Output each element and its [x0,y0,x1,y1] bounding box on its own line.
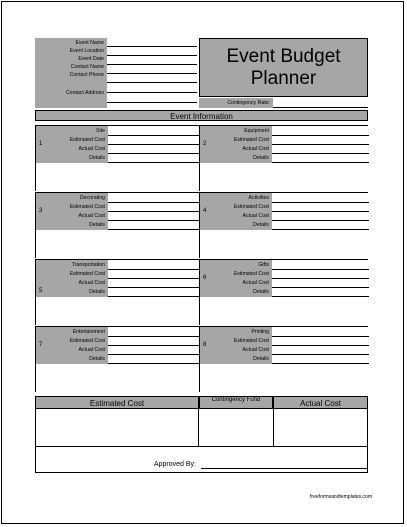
estimated-cost-label: Estimated Cost [233,204,269,210]
estimated-cost-label: Estimated Cost [233,338,269,344]
details-field[interactable] [108,288,200,297]
estimated-cost-label: Estimated Cost [69,204,105,210]
actual-cost-field[interactable] [272,212,369,221]
details-field[interactable] [272,221,369,230]
estimated-cost-field[interactable] [108,203,200,212]
details-label: Details [89,155,105,161]
actual-cost-label: Actual Cost [78,347,105,353]
category-block [35,192,199,258]
details-notes-area[interactable] [36,297,200,326]
category-name-label: Entertainment [72,329,105,335]
title-box [199,38,368,97]
category-number: 1 [39,141,43,147]
estimated-cost-label: Estimated Cost [233,137,269,143]
category-number: 8 [203,342,207,348]
details-notes-area[interactable] [36,163,200,192]
category-name-field[interactable] [108,261,200,270]
contingency-total-cell[interactable] [199,409,274,446]
actual-total-cell[interactable] [274,409,369,446]
category-number-strip [200,193,272,230]
contact-address-field-1[interactable] [107,83,197,93]
details-notes-area[interactable] [200,163,369,192]
event-date-label: Event Date [78,56,104,62]
details-field[interactable] [108,154,200,163]
estimated-cost-label: Estimated Cost [69,271,105,277]
category-number-strip [200,126,272,163]
contact-phone-label: Contact Phone [69,72,104,78]
header-fields [107,38,197,108]
category-block [35,125,199,191]
actual-cost-field[interactable] [108,346,200,355]
details-notes-area[interactable] [36,230,200,259]
category-block [199,259,368,325]
category-number: 3 [39,208,43,214]
category-name-field[interactable] [108,127,200,136]
category-number-strip [36,260,108,297]
details-field[interactable] [272,288,369,297]
actual-cost-field[interactable] [108,212,200,221]
estimated-cost-field[interactable] [108,136,200,145]
estimated-cost-label: Estimated Cost [233,271,269,277]
category-name-field[interactable] [272,261,369,270]
category-number: 2 [203,141,207,147]
event-name-field[interactable] [107,38,197,47]
estimated-cost-field[interactable] [108,337,200,346]
footer-site: freeformsandtemplates.com [310,494,372,500]
actual-cost-label: Actual Cost [78,280,105,286]
category-number: 4 [203,208,207,214]
estimated-cost-field[interactable] [272,270,369,279]
actual-cost-header: Actual Cost [273,396,368,409]
category-name-field[interactable] [108,328,200,337]
category-number: 5 [39,288,43,294]
actual-cost-label: Actual Cost [242,213,269,219]
details-label: Details [89,356,105,362]
category-name-label: Transportation [71,262,105,268]
event-location-field[interactable] [107,47,197,56]
details-notes-area[interactable] [200,297,369,326]
category-name-field[interactable] [272,328,369,337]
category-block [199,192,368,258]
category-name-label: Equipment [244,128,269,134]
approved-by-field[interactable] [201,468,367,469]
category-name-field[interactable] [108,194,200,203]
estimated-total-cell[interactable] [36,409,199,446]
category-name-label: Gifts [258,262,269,268]
details-label: Details [89,222,105,228]
actual-cost-label: Actual Cost [78,213,105,219]
details-label: Details [253,155,269,161]
event-location-label: Event Location [69,48,104,54]
approved-row [35,447,368,473]
summary-values [35,409,368,447]
event-information-bar: Event Information [35,110,368,121]
approved-by-label: Approved By: [153,461,196,468]
contact-name-label: Contact Name [70,64,104,70]
estimated-cost-field[interactable] [272,203,369,212]
budget-planner-page [1,1,404,524]
category-block [35,326,199,392]
category-block [199,125,368,191]
contingency-fund-header: Contingency Fund [199,396,273,409]
contact-address-field-2[interactable] [107,93,197,103]
category-name-label: Decorating [79,195,105,201]
category-number-strip [36,327,108,364]
details-field[interactable] [272,154,369,163]
header-labels-panel [35,38,107,108]
contact-address-label: Contact Address [65,90,104,96]
event-date-field[interactable] [107,56,197,65]
contact-phone-field[interactable] [107,74,197,83]
category-block [35,259,199,325]
contact-name-field[interactable] [107,65,197,74]
actual-cost-field[interactable] [272,346,369,355]
estimated-cost-field[interactable] [272,136,369,145]
estimated-cost-label: Estimated Cost [69,137,105,143]
page-title: Event Budget Planner [226,46,341,89]
category-name-field[interactable] [272,127,369,136]
details-field[interactable] [108,221,200,230]
details-label: Details [253,289,269,295]
category-name-label: Printing [251,329,269,335]
actual-cost-field[interactable] [108,279,200,288]
actual-cost-field[interactable] [108,145,200,154]
details-notes-area[interactable] [200,230,369,259]
contingency-rate-field[interactable] [273,98,368,108]
details-notes-area[interactable] [36,364,200,393]
category-number-strip [36,193,108,230]
category-name-label: Activities [248,195,269,201]
details-field[interactable] [108,355,200,364]
event-name-label: Event Name [75,40,104,46]
actual-cost-label: Actual Cost [242,280,269,286]
estimated-cost-field[interactable] [108,270,200,279]
category-name-field[interactable] [272,194,369,203]
details-label: Details [253,222,269,228]
category-number-strip [200,260,272,297]
details-label: Details [253,356,269,362]
category-number-strip [36,126,108,163]
actual-cost-field[interactable] [272,145,369,154]
category-number-strip [200,327,272,364]
actual-cost-label: Actual Cost [78,146,105,152]
contingency-rate-label: Contingency Rate: [199,98,273,108]
category-number: 6 [203,275,207,281]
details-label: Details [89,289,105,295]
category-number: 7 [39,342,43,348]
estimated-cost-label: Estimated Cost [69,338,105,344]
details-field[interactable] [272,355,369,364]
details-notes-area[interactable] [200,364,369,393]
category-name-label: Site [96,128,105,134]
estimated-cost-header: Estimated Cost [35,396,199,409]
category-block [199,326,368,392]
estimated-cost-field[interactable] [272,337,369,346]
actual-cost-label: Actual Cost [242,146,269,152]
actual-cost-label: Actual Cost [242,347,269,353]
actual-cost-field[interactable] [272,279,369,288]
